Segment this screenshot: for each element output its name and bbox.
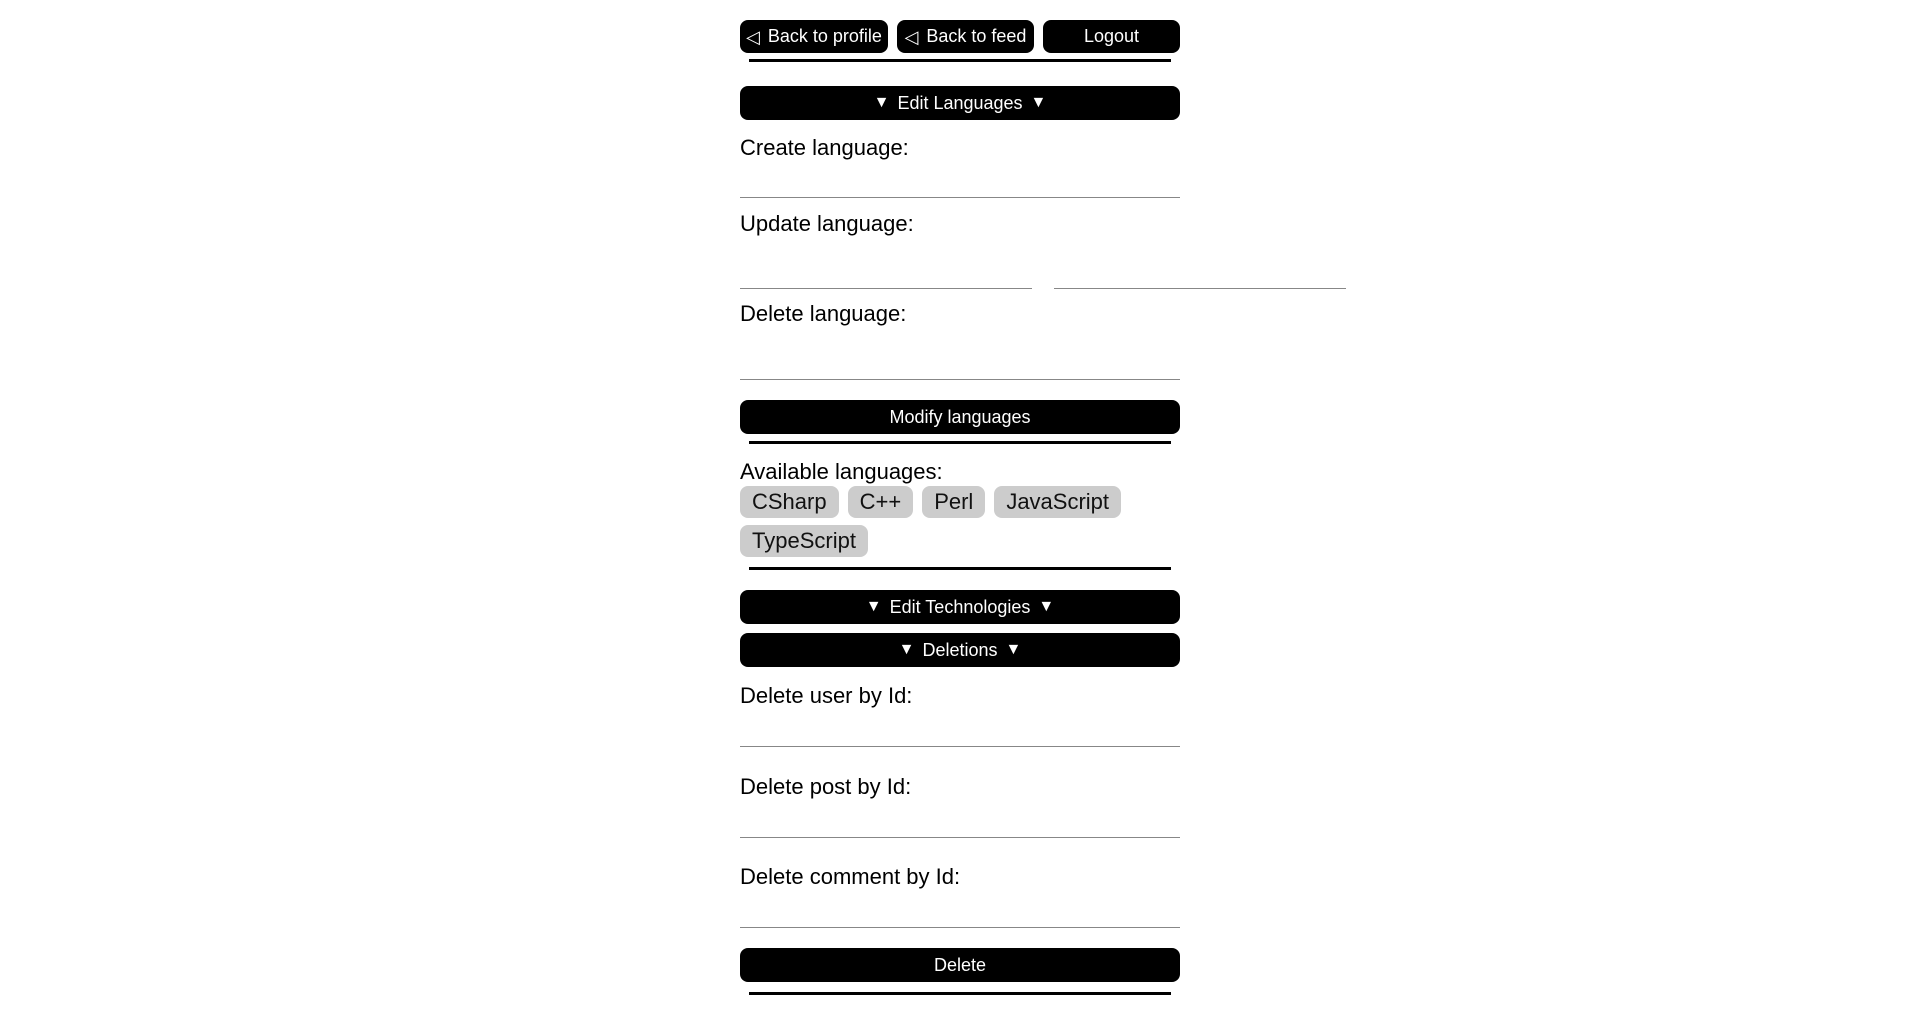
update-language-inputs (740, 257, 1180, 289)
logout-button[interactable] (1043, 20, 1180, 53)
delete-post-label: Delete post by Id: (740, 774, 912, 799)
language-tag: JavaScript (994, 486, 1121, 518)
section-divider (749, 441, 1171, 444)
modify-languages-label: Modify languages (889, 406, 1031, 427)
create-language-input[interactable] (740, 166, 1180, 198)
deletions-label: Deletions (922, 639, 998, 660)
delete-user-label: Delete user by Id: (740, 683, 913, 708)
delete-language-input[interactable] (740, 348, 1180, 380)
chevron-down-icon: ▼ (865, 598, 882, 615)
update-language-new-input[interactable] (1054, 257, 1346, 289)
chevron-down-icon: ▼ (898, 641, 915, 658)
delete-button-label: Delete (933, 954, 987, 975)
create-language-label: Create language: (740, 135, 909, 160)
back-to-feed-button[interactable] (897, 20, 1034, 53)
section-divider (749, 59, 1171, 62)
edit-languages-toggle[interactable] (740, 86, 1180, 120)
language-tag: TypeScript (740, 525, 868, 557)
delete-user-input[interactable] (740, 715, 1180, 747)
chevron-down-icon: ▼ (1038, 598, 1055, 615)
section-divider (749, 992, 1171, 995)
language-tag: C++ (848, 486, 914, 518)
top-nav (740, 20, 1180, 53)
chevron-down-icon: ▼ (1030, 94, 1047, 111)
update-language-old-input[interactable] (740, 257, 1032, 289)
edit-technologies-label: Edit Technologies (889, 596, 1031, 617)
delete-comment-input[interactable] (740, 896, 1180, 928)
delete-button[interactable] (740, 948, 1180, 982)
language-tag: CSharp (740, 486, 839, 518)
available-languages-label: Available languages: (740, 459, 943, 484)
edit-technologies-toggle[interactable] (740, 590, 1180, 624)
back-to-profile-label: Back to profile (767, 26, 882, 46)
back-icon: ◁ (746, 26, 760, 47)
delete-language-label: Delete language: (740, 301, 907, 326)
available-languages-list (740, 486, 1180, 557)
section-divider (749, 567, 1171, 570)
back-to-feed-label: Back to feed (926, 26, 1027, 46)
edit-languages-label: Edit Languages (897, 92, 1023, 113)
admin-panel (740, 0, 1180, 995)
back-icon: ◁ (904, 26, 919, 47)
chevron-down-icon: ▼ (1005, 641, 1022, 658)
modify-languages-button[interactable] (740, 400, 1180, 434)
update-language-label: Update language: (740, 211, 914, 236)
back-to-profile-button[interactable] (740, 20, 888, 53)
deletions-toggle[interactable] (740, 633, 1180, 667)
delete-comment-label: Delete comment by Id: (740, 864, 961, 889)
chevron-down-icon: ▼ (873, 94, 890, 111)
delete-post-input[interactable] (740, 806, 1180, 838)
logout-label: Logout (1083, 26, 1139, 46)
language-tag: Perl (922, 486, 985, 518)
